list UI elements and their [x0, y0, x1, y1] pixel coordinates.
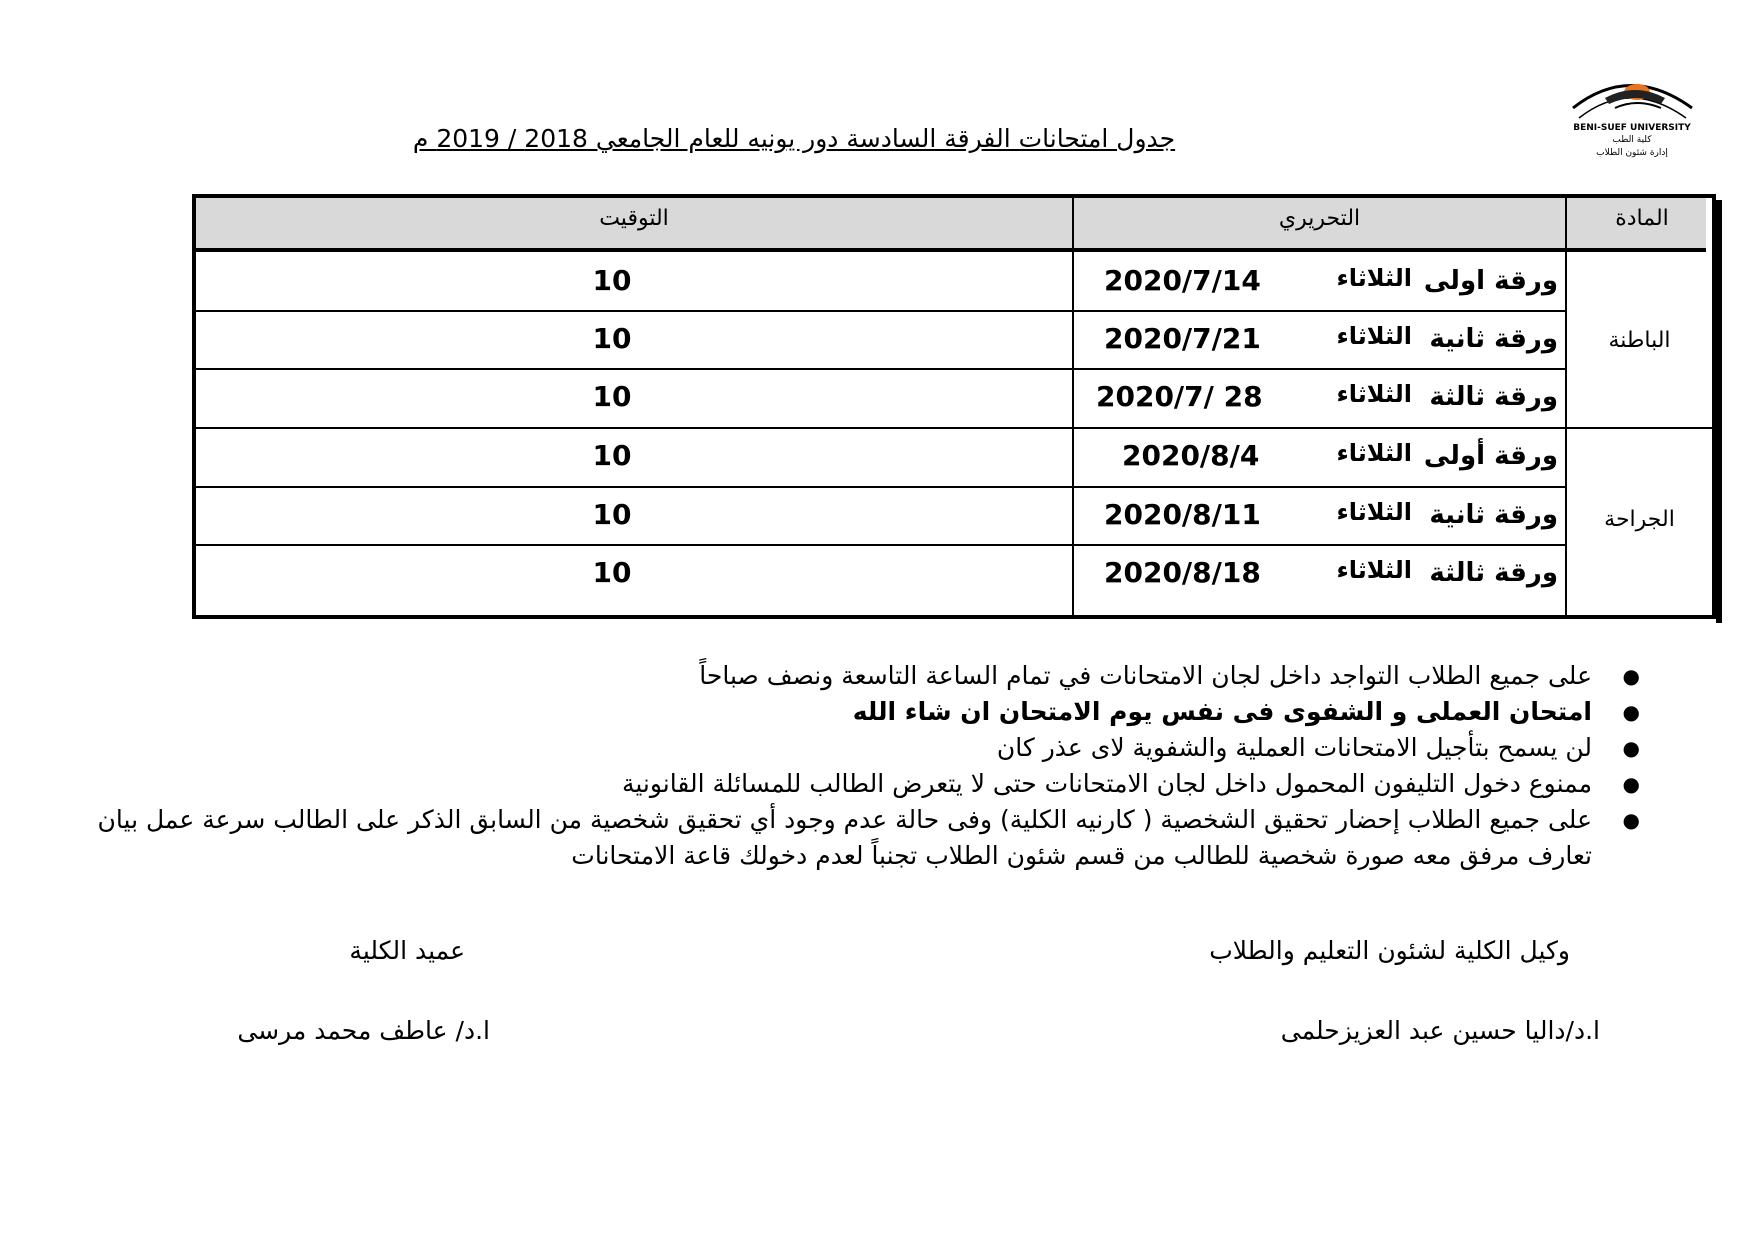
seal-line2: إدارة شئون الطلاب: [1596, 148, 1668, 158]
list-item: ● ممنوع دخول التليفون المحمول داخل لجان الامتحانات حتى لا يتعرض الطالب للمسائلة القانونية: [50, 766, 1640, 802]
university-seal-icon: [1565, 68, 1700, 158]
time-cell: 10: [592, 556, 632, 589]
time-cell: 10: [592, 380, 632, 413]
date-cell: 2020/7/14: [1104, 264, 1261, 297]
paper-cell: ورقة ثالثة: [1429, 382, 1558, 412]
paper-cell: ورقة ثانية: [1429, 500, 1558, 530]
bullet-icon: ●: [1622, 664, 1640, 688]
date-cell: 2020/8/4: [1122, 439, 1260, 472]
header-written: التحريري: [1278, 206, 1361, 231]
university-logo: [1565, 68, 1700, 158]
bullet-icon: ●: [1622, 772, 1640, 796]
time-cell: 10: [592, 439, 632, 472]
dean-title: عميد الكلية: [349, 936, 465, 965]
time-cell: 10: [592, 264, 632, 297]
bullet-icon: ●: [1622, 808, 1640, 832]
vice-dean-title: وكيل الكلية لشئون التعليم والطلاب: [1209, 936, 1570, 965]
notes-list: [50, 658, 1640, 874]
date-cell: 2020/8/11: [1104, 498, 1261, 531]
time-cell: 10: [592, 498, 632, 531]
day-cell: الثلاثاء: [1336, 556, 1412, 584]
list-item: ● امتحان العملى و الشفوى فى نفس يوم الامتحان ان شاء الله: [50, 694, 1640, 730]
date-cell: 2020/8/18: [1104, 556, 1261, 589]
paper-cell: ورقة أولى: [1423, 441, 1558, 471]
day-cell: الثلاثاء: [1336, 264, 1412, 292]
seal-line1: كلية الطب: [1612, 135, 1652, 145]
paper-cell: ورقة ثانية: [1429, 324, 1558, 354]
bullet-icon: ●: [1622, 736, 1640, 760]
paper-cell: ورقة ثالثة: [1429, 558, 1558, 588]
day-cell: الثلاثاء: [1336, 322, 1412, 350]
subject-cell: الجراحة: [1604, 507, 1675, 532]
header-timing: التوقيت: [599, 206, 669, 231]
list-item: ● على جميع الطلاب إحضار تحقيق الشخصية ( كارنيه الكلية) وفى حالة عدم وجود أي تحقيق شخصية من السابق الذكر على الطالب سرعة عمل بيان تعارف مرفق معه صورة شخصية للطالب من قسم شئون الطلاب تجنباً لعدم دخولك قاعة الامتحانات: [50, 802, 1640, 874]
paper-cell: ورقة اولى: [1423, 266, 1558, 296]
date-cell: 2020/7/ 28: [1096, 380, 1263, 413]
day-cell: الثلاثاء: [1336, 380, 1412, 408]
day-cell: الثلاثاء: [1336, 498, 1412, 526]
list-item: ● على جميع الطلاب التواجد داخل لجان الامتحانات في تمام الساعة التاسعة ونصف صباحاً: [50, 658, 1640, 694]
time-cell: 10: [592, 322, 632, 355]
subject-cell: الباطنة: [1608, 328, 1671, 353]
date-cell: 2020/7/21: [1104, 322, 1261, 355]
exam-schedule-table: [192, 194, 1716, 619]
list-item: ● لن يسمح بتأجيل الامتحانات العملية والشفوية لاى عذر كان: [50, 730, 1640, 766]
page-title: جدول امتحانات الفرقة السادسة دور يونيه للعام الجامعي 2018 / 2019 م: [412, 124, 1176, 153]
day-cell: الثلاثاء: [1336, 439, 1412, 467]
vice-dean-name: ا.د/داليا حسين عبد العزيزحلمى: [1280, 1016, 1600, 1045]
header-subject: المادة: [1615, 206, 1669, 231]
dean-name: ا.د/ عاطف محمد مرسى: [237, 1016, 490, 1045]
seal-arc-text: BENI-SUEF UNIVERSITY: [1573, 123, 1691, 133]
bullet-icon: ●: [1622, 700, 1640, 724]
